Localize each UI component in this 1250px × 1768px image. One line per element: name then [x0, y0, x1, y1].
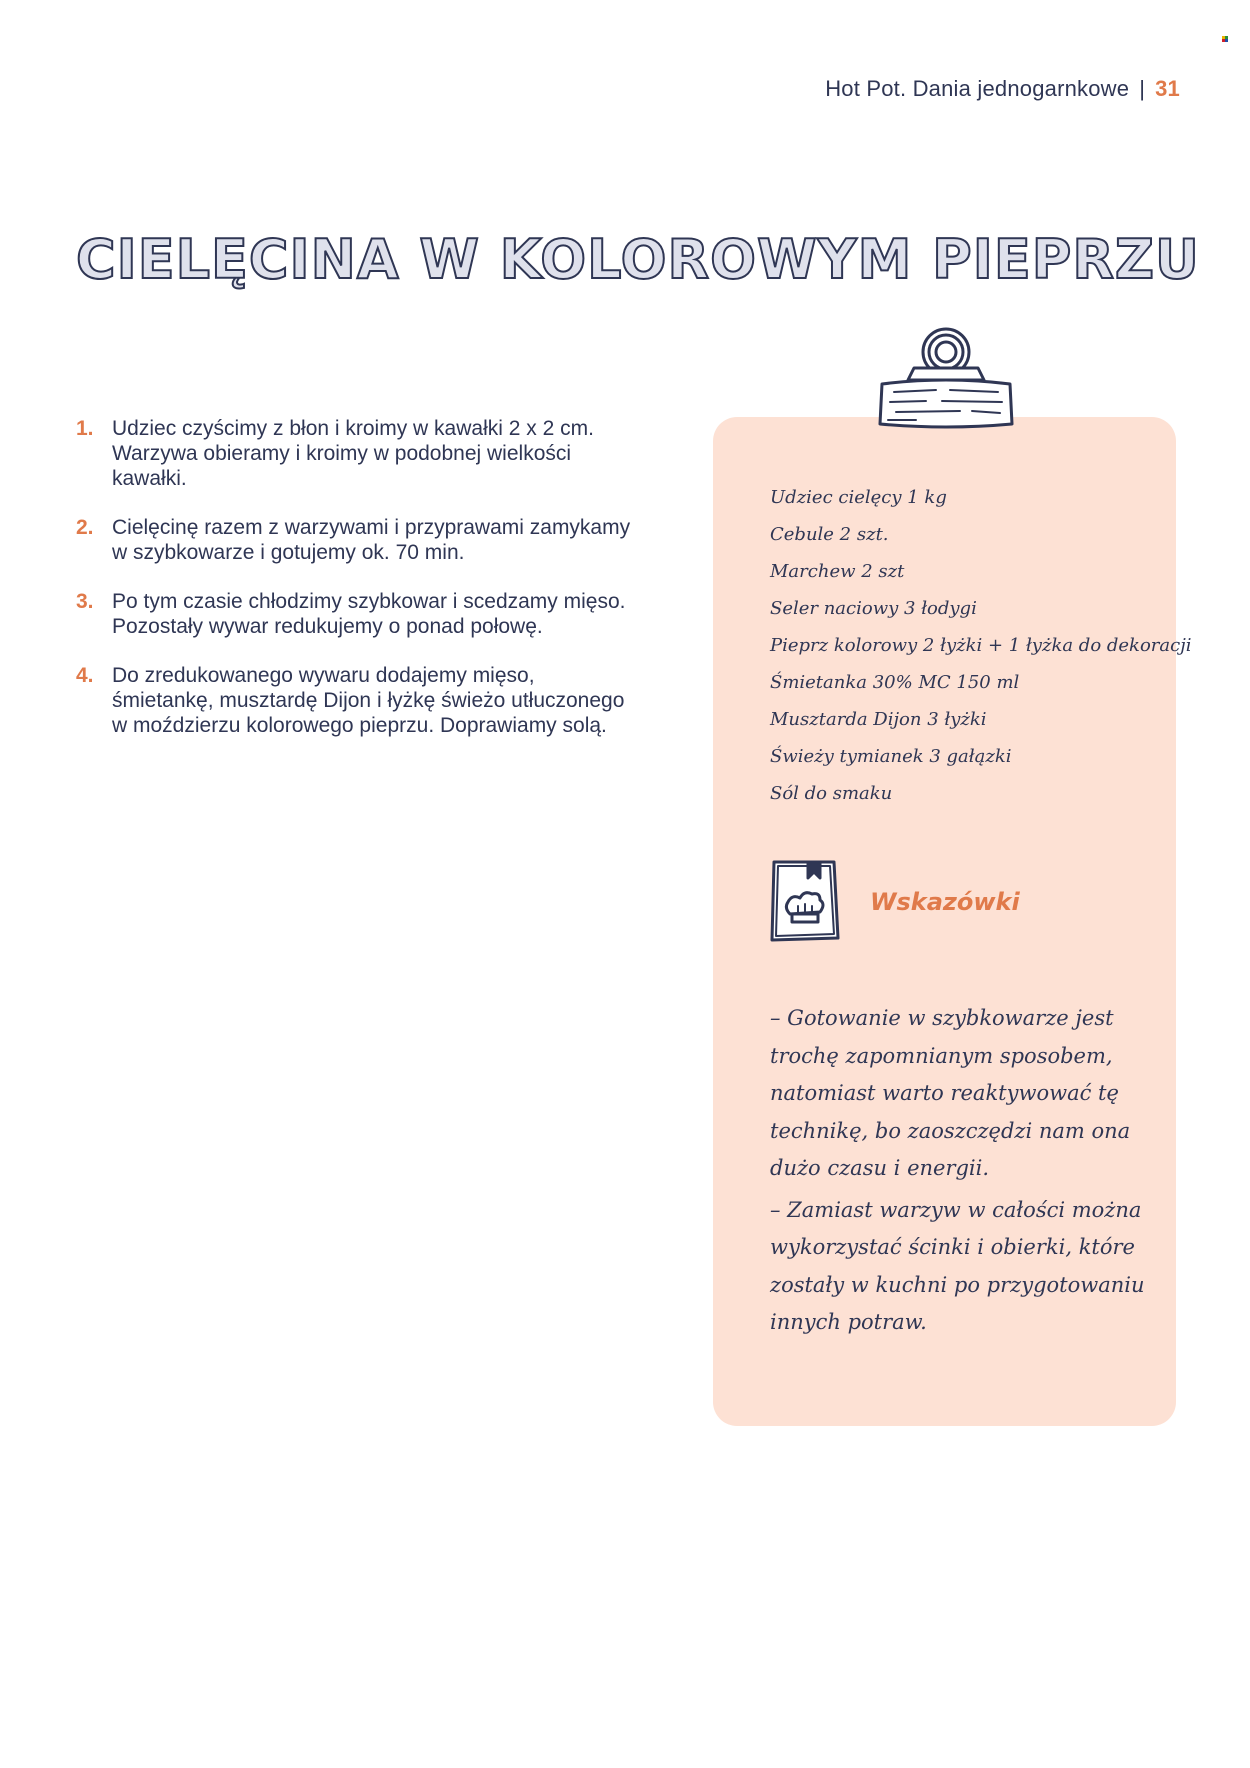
step-number: 1.	[76, 417, 94, 440]
binder-clip-icon	[876, 326, 1016, 432]
tip-paragraph: – Gotowanie w szybkowarze jest trochę zapomnianym sposobem, natomiast warto reaktywować tę technikę, bo zaoszczędzi nam ona dużo czasu i energii.	[770, 1006, 1131, 1180]
tips-title: Wskazówki	[870, 888, 1020, 916]
color-registration-mark	[1222, 36, 1231, 42]
ingredient-item: Śmietanka 30% MC 150 ml	[770, 672, 1020, 693]
ingredient-item: Pieprz kolorowy 2 łyżki + 1 łyżka do dekoracji	[770, 635, 1192, 656]
book-title: Hot Pot. Dania jednogarnkowe	[825, 76, 1130, 101]
step-number: 3.	[76, 590, 94, 613]
ingredient-item: Cebule 2 szt.	[770, 524, 889, 545]
step-number: 4.	[76, 664, 94, 687]
instructions-list	[76, 416, 636, 762]
tip-paragraph: – Zamiast warzyw w całości można wykorzystać ścinki i obierki, które zostały w kuchni po przygotowaniu innych potraw.	[770, 1197, 1145, 1334]
ingredient-item: Udziec cielęcy 1 kg	[770, 487, 947, 508]
ingredient-item: Marchew 2 szt	[770, 561, 905, 582]
instruction-step	[76, 589, 636, 639]
instruction-step	[76, 663, 636, 738]
step-text: Do zredukowanego wywaru dodajemy mięso, śmietankę, musztardę Dijon i łyżkę świeżo utłuczonego w moździerzu kolorowego pieprzu. Doprawiamy solą.	[112, 664, 625, 737]
instruction-step	[76, 416, 636, 491]
ingredient-item: Musztarda Dijon 3 łyżki	[770, 709, 987, 730]
ingredient-item: Świeży tymianek 3 gałązki	[770, 746, 1012, 767]
page-header	[825, 76, 1180, 102]
step-number: 2.	[76, 516, 94, 539]
instruction-step	[76, 515, 636, 565]
ingredient-item: Seler naciowy 3 łodygi	[770, 598, 977, 619]
tips-heading	[768, 858, 1168, 948]
recipe-title: CIELĘCINA W KOLOROWYM PIEPRZU	[76, 228, 1200, 291]
step-text: Cielęcinę razem z warzywami i przyprawami zamykamy w szybkowarze i gotujemy ok. 70 min.	[112, 516, 631, 564]
ingredients-list	[770, 486, 1192, 819]
header-separator: |	[1139, 76, 1146, 101]
tips-text	[770, 1000, 1150, 1346]
chef-book-icon	[768, 858, 842, 944]
step-text: Po tym czasie chłodzimy szybkowar i scedzamy mięso. Pozostały wywar redukujemy o ponad połowę.	[112, 590, 626, 638]
ingredient-item: Sól do smaku	[770, 783, 893, 804]
step-text: Udziec czyścimy z błon i kroimy w kawałki 2 x 2 cm. Warzywa obieramy i kroimy w podobnej wielkości kawałki.	[112, 417, 594, 490]
page-number: 31	[1155, 76, 1180, 101]
